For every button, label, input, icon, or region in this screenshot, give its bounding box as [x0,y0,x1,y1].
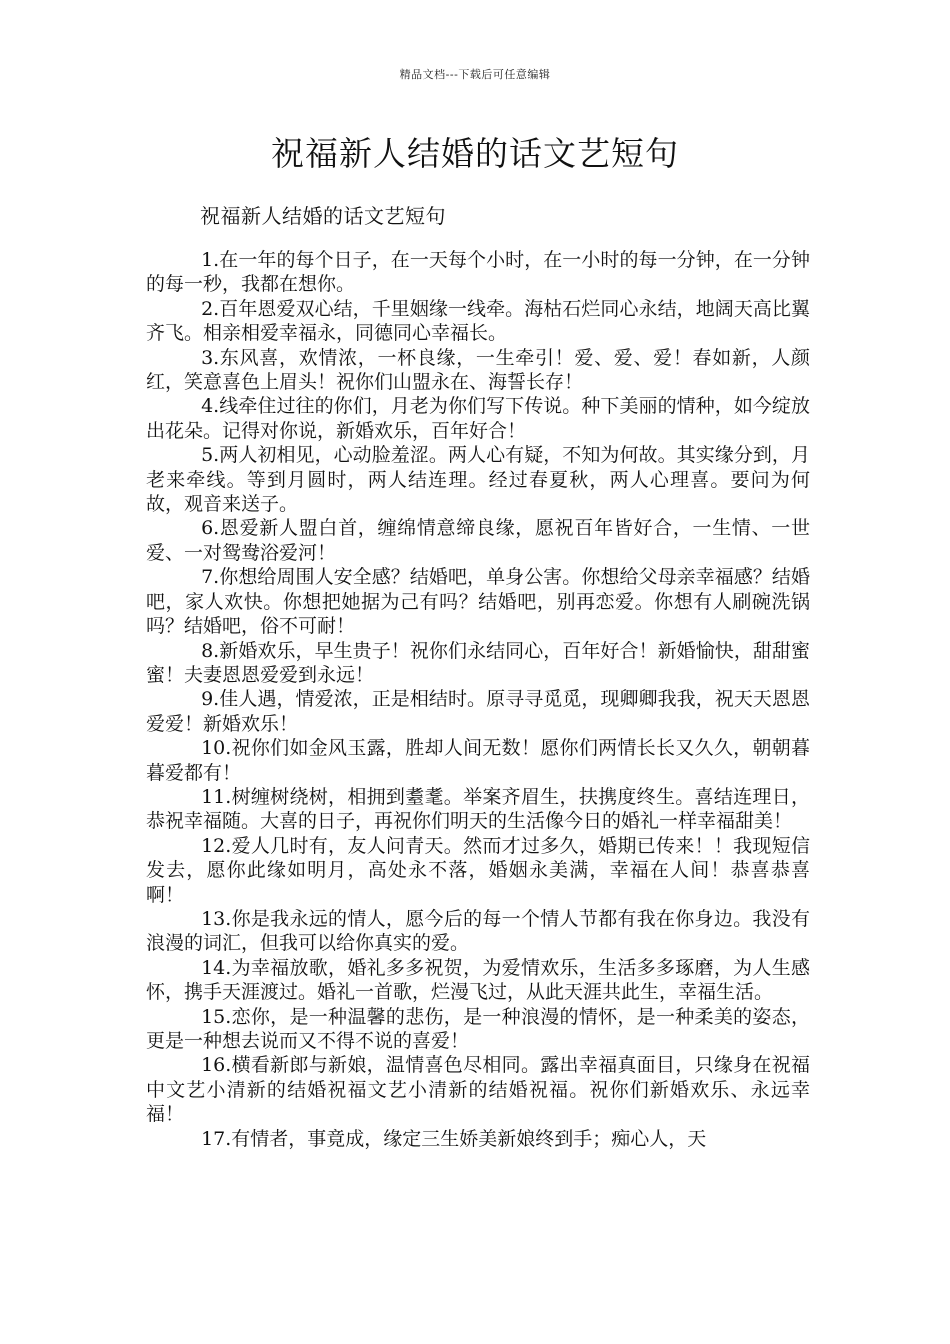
paragraph: 16.横看新郎与新娘，温情喜色尽相同。露出幸福真面目，只缘身在祝福中文艺小清新的结婚祝福文艺小清新的结婚祝福。祝你们新婚欢乐、永远幸福！ [146,1054,810,1126]
paragraph: 3.东风喜，欢情浓，一杯良缘，一生牵引！爱、爱、爱！春如新，人颜红，笑意喜色上眉头！祝你们山盟永在、海誓长存！ [146,346,810,394]
paragraph: 13.你是我永远的情人，愿今后的每一个情人节都有我在你身边。我没有浪漫的词汇，但我可以给你真实的爱。 [146,907,810,955]
paragraph: 17.有情者，事竟成，缘定三生娇美新娘终到手；痴心人，天 [201,1127,707,1150]
document-body [146,248,810,1151]
paragraph: 12.爱人几时有，友人问青天。然而才过多久，婚期已传来！！我现短信发去，愿你此缘如明月，高处永不落，婚姻永美满，幸福在人间！恭喜恭喜啊！ [146,834,810,906]
document-subtitle: 祝福新人结婚的话文艺短句 [200,204,446,228]
paragraph: 5.两人初相见，心动脸羞涩。两人心有疑，不知为何故。其实缘分到，月老来牵线。等到月圆时，两人结连理。经过春夏秋，两人心理喜。要问为何故，观音来送子。 [146,444,810,516]
paragraph: 15.恋你，是一种温馨的悲伤，是一种浪漫的情怀，是一种柔美的姿态，更是一种想去说而又不得不说的喜爱！ [146,1005,810,1052]
paragraph: 9.佳人遇，情爱浓，正是相结时。原寻寻觅觅，现卿卿我我，祝天天恩恩爱爱！新婚欢乐！ [146,688,810,735]
paragraph: 1.在一年的每个日子，在一天每个小时，在一小时的每一分钟，在一分钟的每一秒，我都在想你。 [146,249,810,296]
paragraph: 6.恩爱新人盟白首，缠绵情意缔良缘，愿祝百年皆好合，一生情、一世爱、一对鸳鸯浴爱河！ [146,517,810,564]
document-title: 祝福新人结婚的话文艺短句 [271,134,679,173]
paragraph: 11.树缠树绕树，相拥到耋耄。举案齐眉生，扶携度终生。喜结连理日，恭祝幸福随。大喜的日子，再祝你们明天的生活像今日的婚礼一样幸福甜美！ [146,785,810,833]
paragraph: 7.你想给周围人安全感？结婚吧，单身公害。你想给父母亲幸福感？结婚吧，家人欢快。你想把她据为己有吗？结婚吧，别再恋爱。你想有人刷碗洗锅吗？结婚吧，俗不可耐！ [146,566,810,638]
paragraph: 14.为幸福放歌，婚礼多多祝贺，为爱情欢乐，生活多多琢磨，为人生感怀，携手天涯渡过。婚礼一首歌，烂漫飞过，从此天涯共此生，幸福生活。 [146,956,810,1004]
paragraph: 8.新婚欢乐，早生贵子！祝你们永结同心，百年好合！新婚愉快，甜甜蜜蜜！夫妻恩恩爱爱到永远！ [146,639,810,686]
paragraph: 10.祝你们如金风玉露，胜却人间无数！愿你们两情长长又久久，朝朝暮暮爱都有！ [146,737,810,784]
paragraph: 2.百年恩爱双心结，千里姻缘一线牵。海枯石烂同心永结，地阔天高比翼齐飞。相亲相爱幸福永，同德同心幸福长。 [146,297,810,345]
header-note: 精品文档---下载后可任意编辑 [399,68,551,81]
paragraph: 4.线牵住过往的你们，月老为你们写下传说。种下美丽的情种，如今绽放出花朵。记得对你说，新婚欢乐，百年好合！ [146,395,810,442]
